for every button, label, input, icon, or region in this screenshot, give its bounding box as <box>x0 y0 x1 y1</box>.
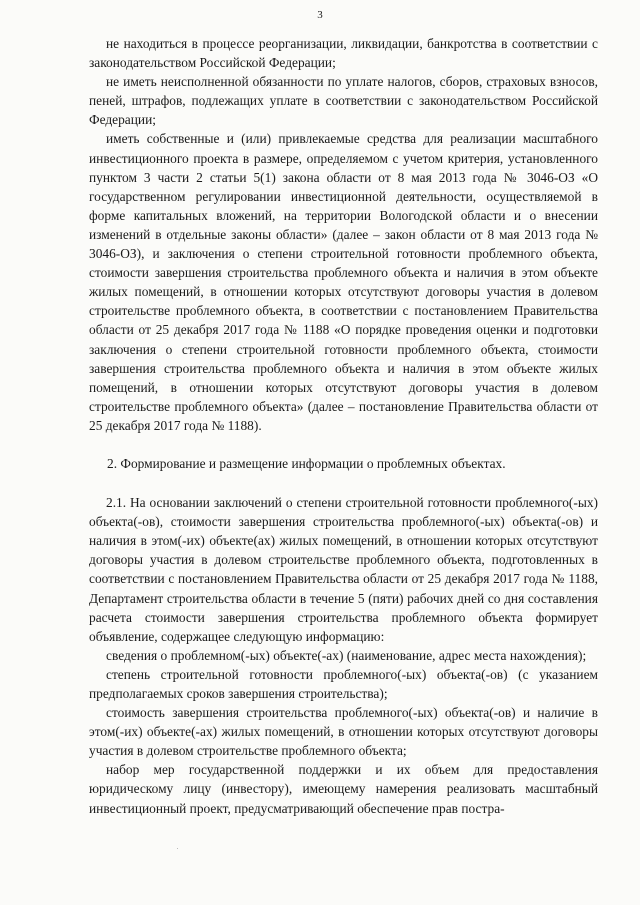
list-item-object-info: сведения о проблемном(-ых) объекте(-ах) (наименование, адрес места нахождения); <box>106 647 587 663</box>
section-heading: 2. Формирование и размещение информации о проблемных объектах. <box>107 455 506 471</box>
document-body <box>89 34 598 818</box>
list-item-completion-cost: стоимость завершения строительства проблемного(-ых) объекта(-ов) и наличие в этом(-их) объекте(-ах) жилых помещений, в отношении которых отсутствуют договоры участия в долевом строительстве проблемного объекта; <box>89 705 598 759</box>
paragraph-no-tax-debts: не иметь неисполненной обязанности по уплате налогов, сборов, страховых взносов, пеней, штрафов, подлежащих уплате в соответствии с законодательством Российской Федерации; <box>89 74 598 128</box>
scan-speck <box>177 848 178 849</box>
paragraph-no-reorganization: не находиться в процессе реорганизации, ликвидации, банкротства в соответствии с законодательством Российской Федерации; <box>89 36 598 71</box>
list-item-support-measures: набор мер государственной поддержки и их объем для предоставления юридическому лицу (инвестору), имеющему намерения реализовать масштабный инвестиционный проект, предусматривающий обеспечение прав постра- <box>89 762 598 816</box>
paragraph-2-1: 2.1. На основании заключений о степени строительной готовности проблемного(-ых) объекта(-ов), стоимости завершения строительства проблемного(-ых) объекта(-ов) и наличия в этом(-их) объекте(ах) жилых помещений, в отношении которых отсутствуют договоры участия в долевом строительстве проблемного объекта, подготовленных в соответствии с постановлением Правительства области от 25 декабря 2017 года № 1188, Департамент строительства области в течение 5 (пяти) рабочих дней со дня составления расчета стоимости завершения строительства проблемного объекта формирует объявление, содержащее следующую информацию: <box>89 495 598 644</box>
paragraph-own-funds: иметь собственные и (или) привлекаемые средства для реализации масштабного инвестиционного проекта в размере, определяемом с учетом критерия, установленного пунктом 3 части 2 статьи 5(1) закона области от 8 мая 2013 года № 3046-ОЗ «О государственном регулировании инвестиционной деятельности, осуществляемой в форме капитальных вложений, на территории Вологодской области и о внесении изменений в отдельные законы области» (далее – закон области от 8 мая 2013 года № 3046-ОЗ), и заключения о степени строительной готовности проблемного объекта, стоимости завершения строительства проблемного объекта и наличия в этом объекте жилых помещений, в отношении которых отсутствуют договоры участия в долевом строительстве проблемного объекта, в соответствии с постановлением Правительства области от 25 декабря 2017 года № 1188 «О порядке проведения оценки и подготовки заключения о степени строительной готовности проблемного объекта, стоимости завершения строительства проблемного объекта и наличия в этом объекте жилых помещений, в отношении которых отсутствуют договоры участия в долевом строительстве проблемного объекта» (далее – постановление Правительства области от 25 декабря 2017 года № 1188). <box>89 131 598 433</box>
list-item-readiness: степень строительной готовности проблемного(-ых) объекта(-ов) (с указанием предполагаемых сроков завершения строительства); <box>89 666 598 701</box>
page-number: 3 <box>317 9 323 21</box>
